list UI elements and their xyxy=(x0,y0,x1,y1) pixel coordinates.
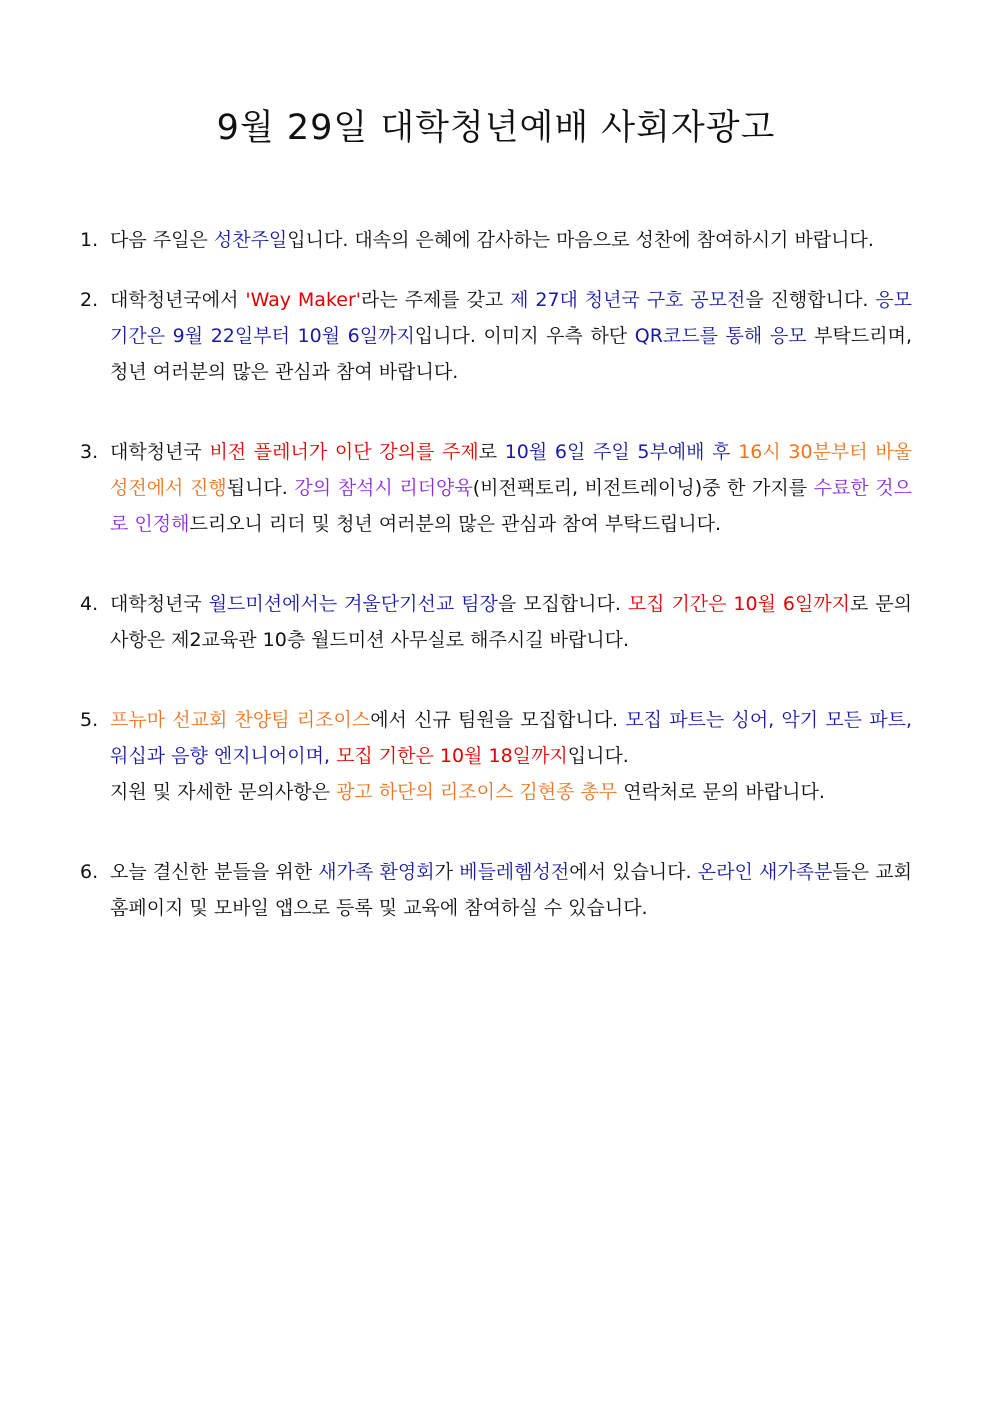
announcement-item-3 xyxy=(80,434,912,542)
item-number: 1. xyxy=(80,229,99,251)
highlight-text: 새가족 환영회 xyxy=(318,861,435,883)
item-number: 2. xyxy=(80,289,99,311)
highlight-text: 10월 6일 주일 5부예배 후 xyxy=(504,441,731,463)
highlight-text: 비전 플레너가 이단 강의를 주제 xyxy=(209,441,479,463)
announcement-item-1 xyxy=(80,222,912,258)
plain-text: 다음 주일은 xyxy=(110,229,214,251)
item-text xyxy=(110,709,912,803)
plain-text: 입니다. 이미지 우측 하단 xyxy=(414,325,635,347)
plain-text: 입니다. xyxy=(567,745,629,767)
plain-text: 대학청년국 xyxy=(110,441,210,463)
item-text xyxy=(110,441,912,535)
highlight-text: 강의 참석시 리더양육 xyxy=(294,477,473,499)
announcement-item-2 xyxy=(80,282,912,390)
plain-text: (비전팩토리, 비전트레이닝)중 한 가지를 xyxy=(472,477,814,499)
item-number: 4. xyxy=(80,593,99,615)
highlight-text: 월드미션에서는 겨울단기선교 팀장 xyxy=(208,593,498,615)
announcement-item-4 xyxy=(80,586,912,658)
highlight-text: 응모 기간은 9월 22일부터 10월 6일까지 xyxy=(110,289,912,347)
plain-text: 로 문의사항은 제2교육관 10층 월드미션 사무실로 해주시길 바랍니다. xyxy=(110,593,913,651)
plain-text: 에서 신규 팀원을 모집합니다. xyxy=(370,709,626,731)
plain-text: 대학청년국 xyxy=(110,593,209,615)
highlight-text: 온라인 새가족분 xyxy=(697,861,833,883)
plain-text: 지원 및 자세한 문의사항은 xyxy=(110,781,337,803)
plain-text: 로 xyxy=(478,441,505,463)
highlight-text: 베들레헴성전 xyxy=(459,861,570,883)
plain-text: 대학청년국에서 xyxy=(110,289,246,311)
item-number: 5. xyxy=(80,709,99,731)
highlight-text: 모집 기한은 10월 18일까지 xyxy=(336,745,568,767)
highlight-text: 성찬주일 xyxy=(213,229,288,251)
plain-text: 가 xyxy=(434,861,460,883)
plain-text: 들은 교회 홈페이지 및 모바일 앱으로 등록 및 교육에 참여하실 수 있습니다. xyxy=(110,861,912,919)
highlight-text: 모집 파트는 싱어, 악기 모든 파트, 워십과 음향 엔지니어이며, xyxy=(110,709,912,767)
highlight-text: 모집 기간은 10월 6일까지 xyxy=(627,593,851,615)
plain-text: 부탁드리며, 청년 여러분의 많은 관심과 참여 바랍니다. xyxy=(110,325,912,383)
plain-text: 드리오니 리더 및 청년 여러분의 많은 관심과 참여 부탁드립니다. xyxy=(189,513,722,535)
plain-text: 을 진행합니다. xyxy=(745,289,876,311)
announcement-item-5 xyxy=(80,702,912,810)
plain-text: 에서 있습니다. xyxy=(569,861,698,883)
item-number: 6. xyxy=(80,861,99,883)
item-text xyxy=(110,289,912,383)
announcement-item-6 xyxy=(80,854,912,926)
item-text xyxy=(110,593,912,651)
highlight-text: 'Way Maker' xyxy=(245,289,362,311)
plain-text: 연락처로 문의 바랍니다. xyxy=(617,781,825,803)
plain-text: 을 모집합니다. xyxy=(497,593,628,615)
plain-text: 라는 주제를 갖고 xyxy=(361,289,511,311)
plain-text: 오늘 결신한 분들을 위한 xyxy=(110,861,319,883)
highlight-text: 수료한 것으로 인정해 xyxy=(110,477,912,535)
item-text xyxy=(110,229,874,251)
announcement-list xyxy=(80,222,912,926)
item-text xyxy=(110,861,912,919)
highlight-text: QR코드를 통해 응모 xyxy=(634,325,807,347)
item-number: 3. xyxy=(80,441,99,463)
highlight-text: 광고 하단의 리조이스 김현종 총무 xyxy=(336,781,618,803)
plain-text: 입니다. 대속의 은혜에 감사하는 마음으로 성찬에 참여하시기 바랍니다. xyxy=(287,229,874,251)
page-title: 9월 29일 대학청년예배 사회자광고 xyxy=(216,108,776,148)
highlight-text: 제 27대 청년국 구호 공모전 xyxy=(510,289,746,311)
highlight-text: 16시 30분부터 바울 성전에서 진행 xyxy=(110,441,912,499)
highlight-text: 프뉴마 선교회 찬양팀 리조이스 xyxy=(110,709,371,731)
plain-text: 됩니다. xyxy=(226,477,295,499)
